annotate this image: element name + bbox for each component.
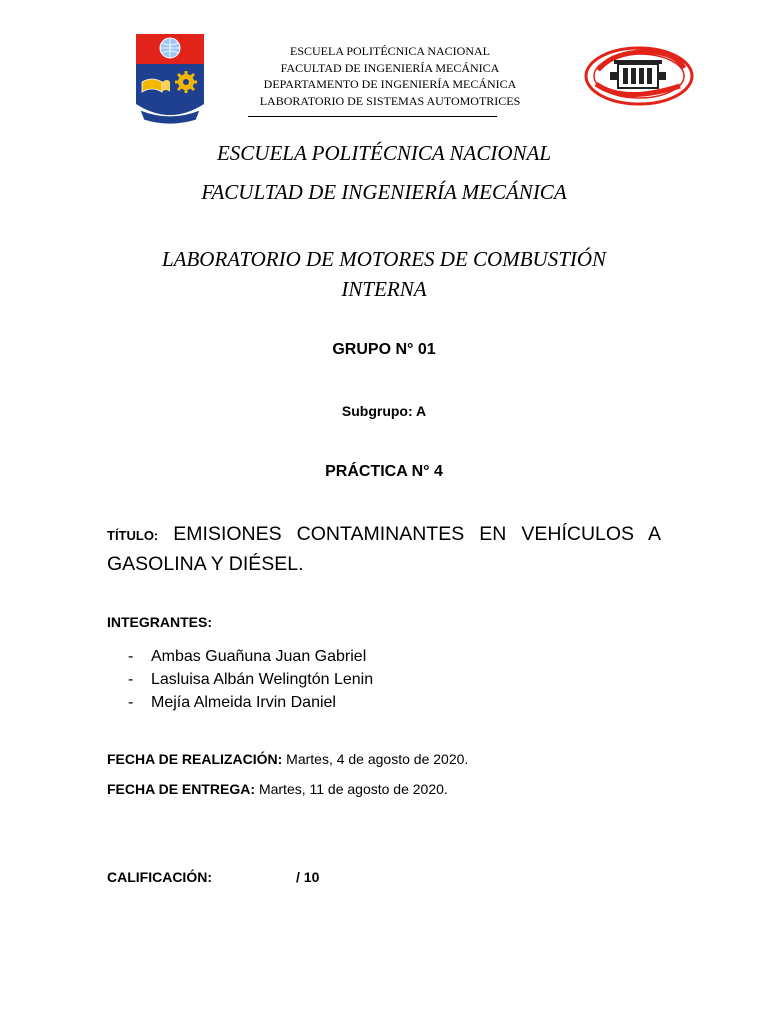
letterhead-line: DEPARTAMENTO DE INGENIERÍA MECÁNICA (263, 77, 517, 91)
report-title (107, 520, 661, 578)
list-item (128, 691, 373, 714)
delivery-date (107, 781, 448, 797)
list-item (128, 645, 373, 668)
grade-label: CALIFICACIÓN: (107, 869, 212, 885)
title-text: EMISIONES CONTAMINANTES EN VEHÍCULOS A GASOLINA Y DIÉSEL. (107, 523, 661, 575)
epn-shield-logo (134, 34, 206, 126)
group-number: GRUPO N° 01 (332, 341, 436, 358)
practice-number: PRÁCTICA N° 4 (325, 463, 443, 480)
faculty-name: FACULTAD DE INGENIERÍA MECÁNICA (201, 180, 567, 204)
letterhead-line: LABORATORIO DE SISTEMAS AUTOMOTRICES (259, 93, 521, 108)
engine-emblem-logo (584, 46, 694, 106)
letterhead-line: ESCUELA POLITÉCNICA NACIONAL (290, 44, 490, 58)
title-label: TÍTULO: (107, 528, 159, 543)
institution-name: ESCUELA POLITÉCNICA NACIONAL (216, 141, 552, 165)
member-name: Lasluisa Albán Welingtón Lenin (151, 671, 374, 688)
list-bullet: - (128, 694, 134, 711)
member-name: Ambas Guañuna Juan Gabriel (151, 648, 367, 665)
realization-date-label: FECHA DE REALIZACIÓN: (107, 751, 283, 767)
realization-date-value: Martes, 4 de agosto de 2020. (286, 751, 469, 767)
list-bullet: - (128, 671, 134, 688)
members-label: INTEGRANTES: (107, 614, 212, 630)
grade-value: / 10 (296, 869, 320, 885)
realization-date (107, 751, 468, 767)
members-list (128, 645, 373, 714)
letterhead (230, 43, 550, 109)
letterhead-line: FACULTAD DE INGENIERÍA MECÁNICA (280, 60, 500, 75)
subgroup: Subgrupo: A (341, 403, 427, 419)
delivery-date-label: FECHA DE ENTREGA: (107, 781, 256, 797)
letterhead-divider (248, 116, 497, 117)
list-bullet: - (128, 648, 134, 665)
list-item (128, 668, 373, 691)
laboratory-title: LABORATORIO DE MOTORES DE COMBUSTIÓN INTERNA (161, 247, 607, 301)
member-name: Mejía Almeida Irvin Daniel (151, 694, 336, 711)
delivery-date-value: Martes, 11 de agosto de 2020. (258, 781, 448, 797)
